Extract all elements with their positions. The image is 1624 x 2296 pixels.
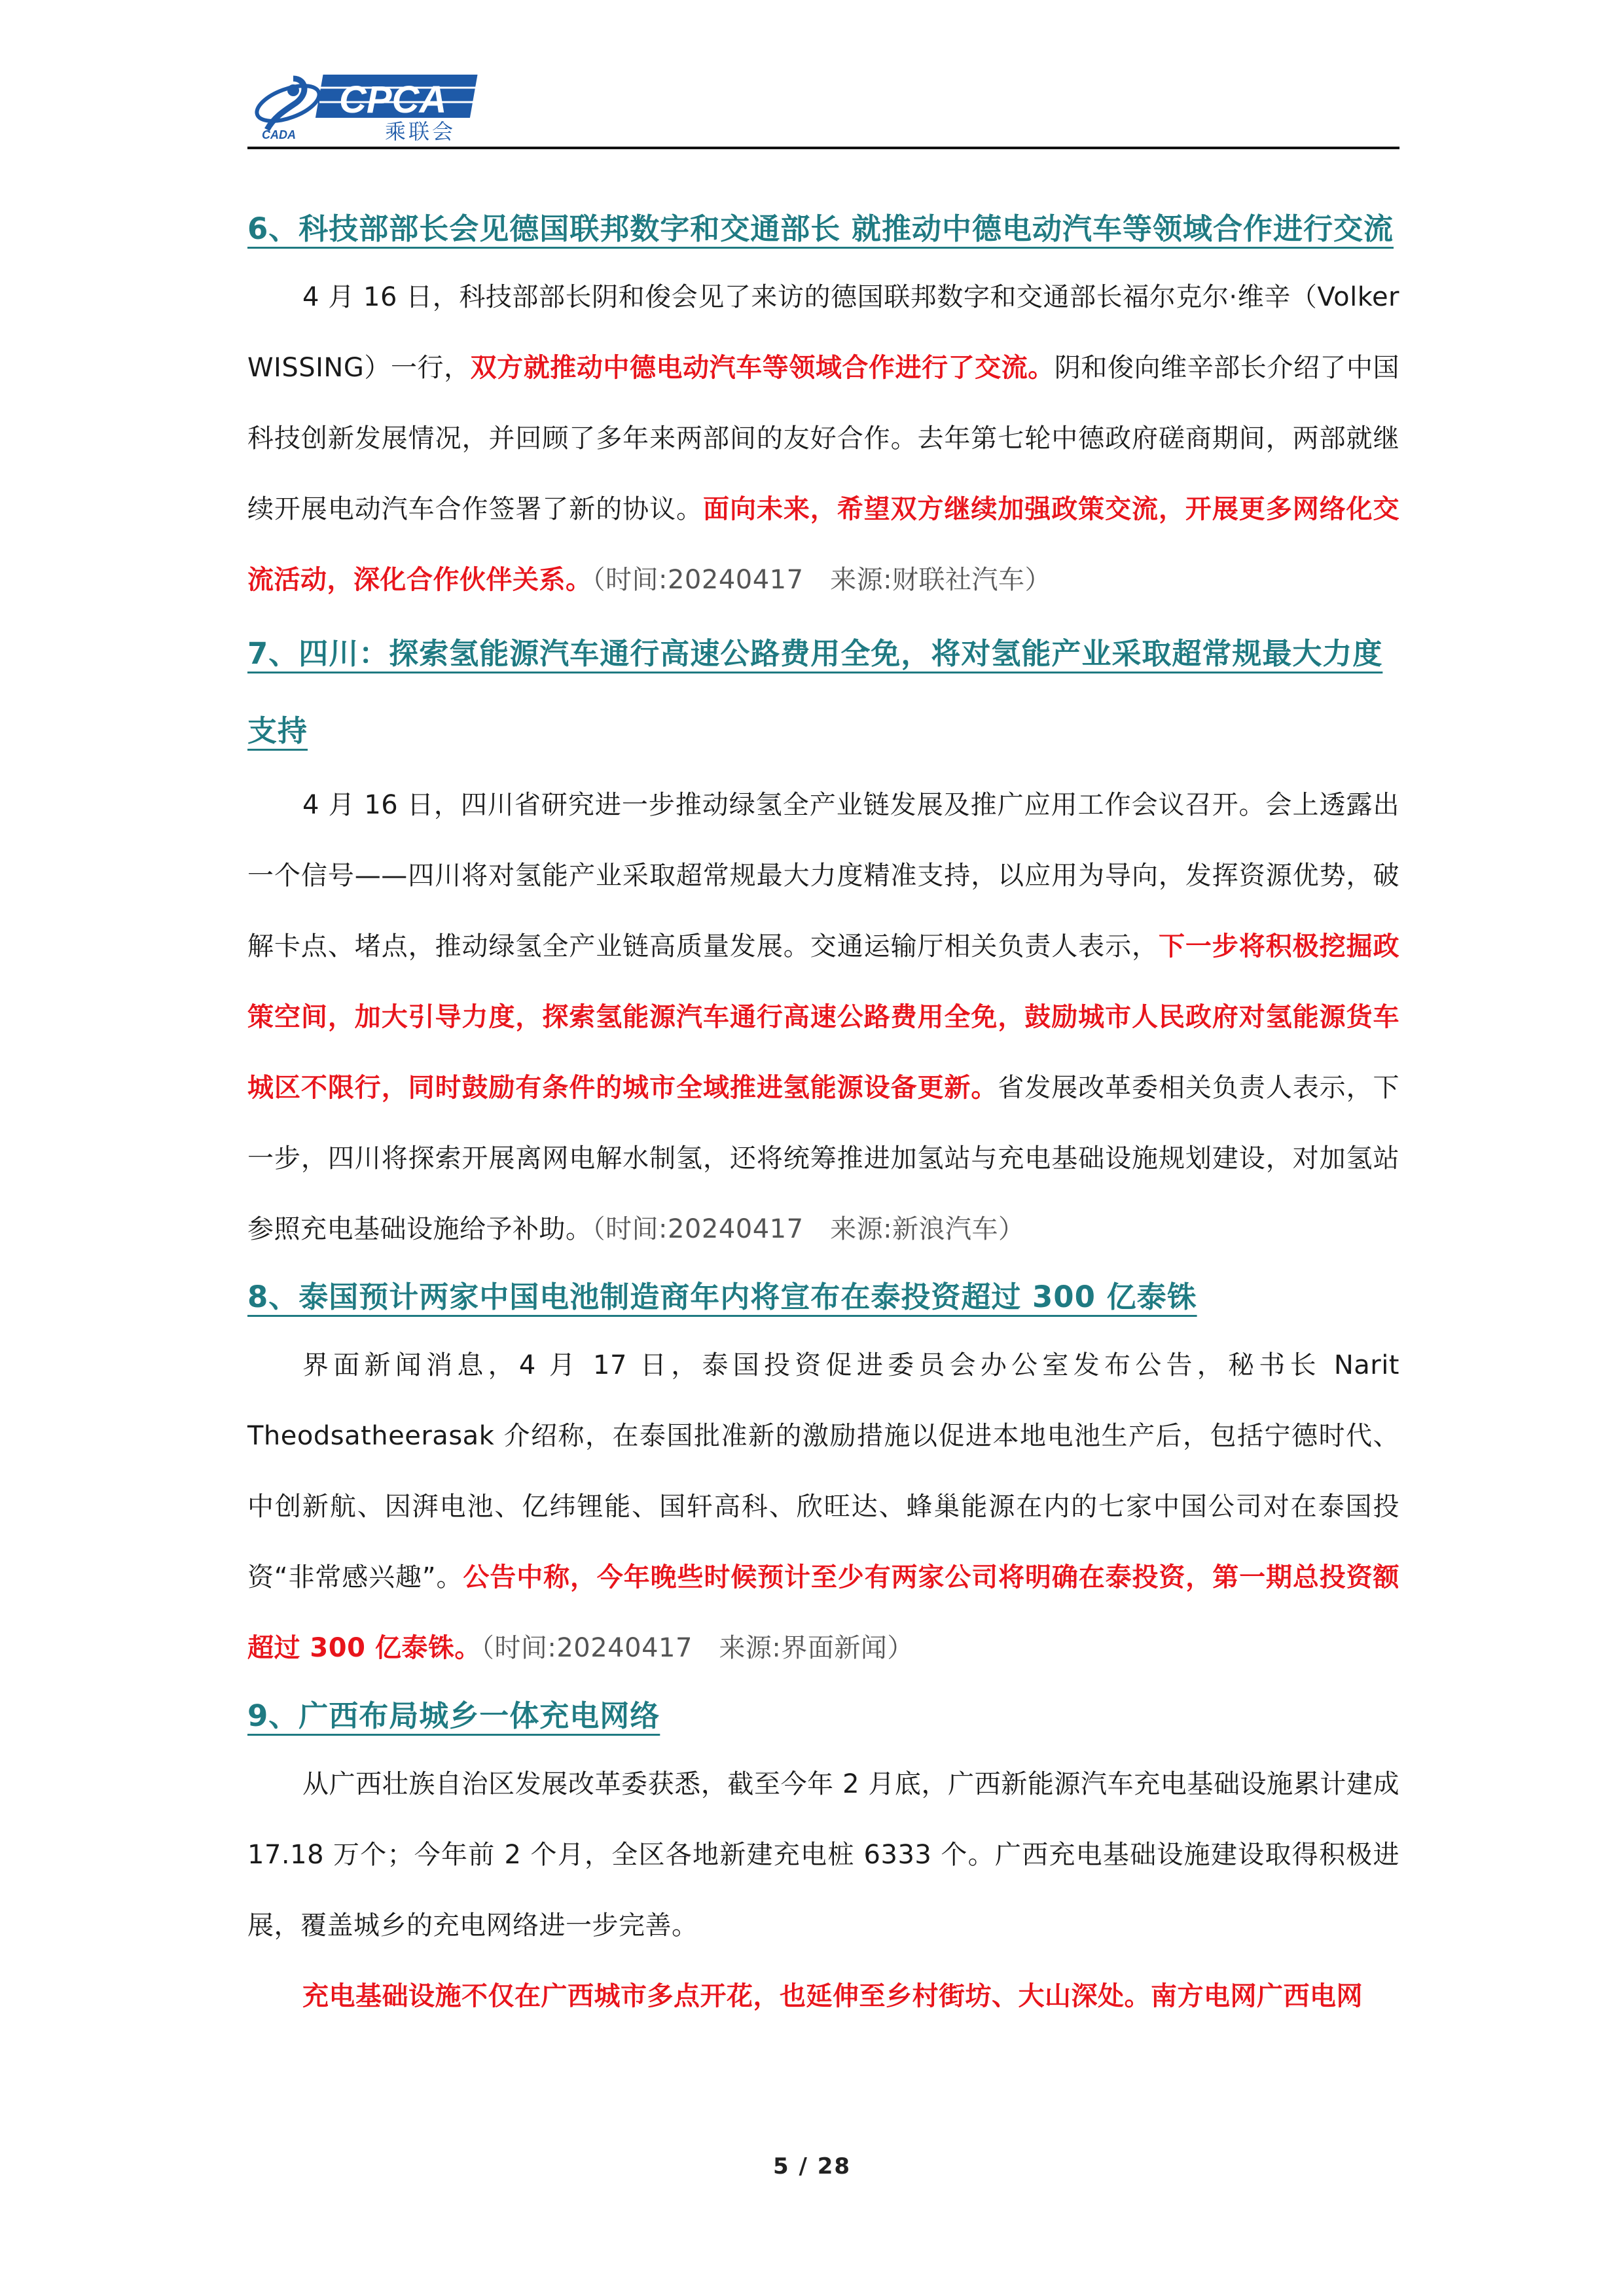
section-8-source: （时间:20240417 来源:界面新闻） [480,1633,914,1663]
section-9-paragraph [247,1749,1399,1961]
section-6-paragraph [247,262,1399,615]
section-9-text-a: 从广西壮族自治区发展改革委获悉，截至今年 2 月底，广西新能源汽车充电基础设施累计建成 17.18 万个；今年前 2 个月，全区各地新建充电桩 6333 个。广西充电基础设施建设取得积极进展，覆盖城乡的充电网络进一步完善。 [247,1769,1399,1941]
section-9-paragraph-2 [247,1961,1399,2032]
page-number: 5 / 28 [772,2153,852,2179]
logo-small-text: CADA [262,128,296,141]
section-8-title: 8、泰国预计两家中国电池制造商年内将宣布在泰投资超过 300 亿泰铢 [247,1280,1197,1314]
section-7-text-a: 4 月 16 日，四川省研究进一步推动绿氢全产业链发展及推广应用工作会议召开。会上透露出一个信号——四川将对氢能产业采取超常规最大力度精准支持，以应用为导向，发挥资源优势，破解卡点、堵点，推动绿氢全产业链高质量发展。交通运输厅相关负责人表示， [247,790,1399,961]
section-8-highlight-1: 公告中称，今年晚些时候预计至少有两家公司将明确在泰投资，第一期总投资额超过 300 亿泰铢。 [247,1562,1400,1663]
logo-text: CPCA [339,79,447,121]
logo-subtext: 乘联会 [385,119,456,143]
section-7-text-b: 省发展改革委相关负责人表示，下一步，四川将探索开展离网电解水制氢，还将统筹推进加氢站与充电基础设施规划建设，对加氢站参照充电基础设施给予补助。 [247,1073,1400,1244]
header-rule [247,147,1399,149]
section-6-text-b: 阴和俊向维辛部长介绍了中国科技创新发展情况，并回顾了多年来两部间的友好合作。去年第七轮中德政府磋商期间，两部就继续开展电动汽车合作签署了新的协议。 [247,353,1400,524]
section-6-title: 6、科技部部长会见德国联邦数字和交通部长 就推动中德电动汽车等领域合作进行交流 [247,211,1394,246]
cpca-logo [247,65,483,143]
section-7-highlight-1: 下一步将积极挖掘政策空间，加大引导力度，探索氢能源汽车通行高速公路费用全免，鼓励城市人民政府对氢能源货车城区不限行，同时鼓励有条件的城市全域推进氢能源设备更新。 [247,931,1400,1103]
section-8-text-a: 界面新闻消息，4 月 17 日，泰国投资促进委员会办公室发布公告，秘书长 Narit Theodsatheerasak 介绍称，在泰国批准新的激励措施以促进本地电池生产后，包括宁德时代、中创新航、因湃电池、亿纬锂能、国轩高科、欣旺达、蜂巢能源在内的七家中国公司对在泰国投资“非常感兴趣”。 [247,1350,1399,1592]
section-6-source: （时间:20240417 来源:财联社汽车） [592,565,1052,595]
section-9-title: 9、广西布局城乡一体充电网络 [247,1698,660,1733]
article-content [247,196,1399,2032]
section-7-paragraph [247,770,1399,1265]
section-7-title: 7、四川：探索氢能源汽车通行高速公路费用全免，将对氢能产业采取超常规最大力度支持 [247,636,1383,748]
section-6-highlight-2: 面向未来，希望双方继续加强政策交流，开展更多网络化交流活动，深化合作伙伴关系。 [247,494,1400,595]
page-header [247,65,1399,149]
section-8-paragraph [247,1330,1399,1683]
section-6-highlight-1: 双方就推动中德电动汽车等领域合作进行了交流。 [470,353,1055,383]
section-9-highlight-1: 充电基础设施不仅在广西城市多点开花，也延伸至乡村街坊、大山深处。南方电网广西电网 [302,1981,1363,2011]
section-6-text-a: 4 月 16 日，科技部部长阴和俊会见了来访的德国联邦数字和交通部长福尔克尔·维辛（Volker WISSING）一行， [247,282,1399,383]
section-7-source: （时间:20240417 来源:新浪汽车） [592,1214,1025,1244]
